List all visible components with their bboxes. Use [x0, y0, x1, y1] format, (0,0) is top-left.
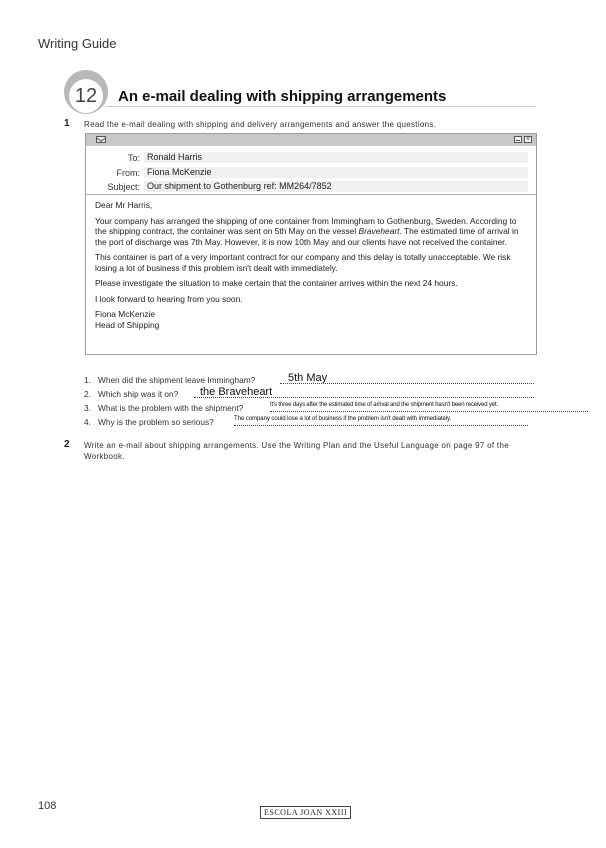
question-row [84, 372, 544, 384]
email-titlebar [86, 134, 536, 146]
to-field[interactable]: Ronald Harris [144, 152, 528, 163]
unit-number: 12 [69, 79, 103, 113]
question-text: Why is the problem so serious? [98, 417, 214, 427]
subject-label: Subject: [107, 182, 140, 192]
envelope-icon [96, 136, 106, 143]
answer-field[interactable]: The company could lose a lot of business if the problem isn't dealt with immediately. [234, 414, 528, 426]
email-body [95, 200, 525, 330]
question-text: What is the problem with the shipment? [98, 403, 244, 413]
question-number: 3. [84, 403, 91, 413]
running-head: Writing Guide [38, 36, 117, 51]
question-number: 4. [84, 417, 91, 427]
page-number: 108 [38, 800, 57, 812]
email-paragraph-1 [95, 216, 525, 248]
subject-field[interactable]: Our shipment to Gothenburg ref: MM264/7852 [144, 181, 528, 192]
question-text: When did the shipment leave Immingham? [98, 375, 256, 385]
unit-number-badge [64, 70, 108, 114]
answer-field[interactable]: the Braveheart [194, 387, 534, 398]
to-label: To: [127, 153, 140, 163]
task-1-number: 1 [64, 118, 70, 129]
para1-start: Your company has arranged the shipping of one container from Immingham to Gothenburg, Sweden. According to the shipping contract, the container was sent on 5th May on the vessel [95, 215, 517, 236]
from-label: From: [116, 168, 140, 178]
email-to-row [86, 152, 536, 164]
task-2-number: 2 [64, 439, 70, 450]
title-divider [106, 106, 536, 107]
close-icon[interactable]: × [525, 136, 531, 143]
signature-name: Fiona McKenzie [95, 309, 156, 319]
question-number: 1. [84, 375, 91, 385]
email-paragraph-3: Please investigate the situation to make certain that the container arrives within the next 24 hours. [95, 278, 458, 288]
school-stamp: ESCOLA JOAN XXIII [260, 806, 351, 819]
question-row [84, 414, 544, 426]
signature-title: Head of Shipping [95, 319, 160, 330]
email-paragraph-2: This container is part of a very important contract for our company and this delay is totally unacceptable. We risk losing a lot of business if this problem isn't dealt with immediately. [95, 252, 511, 273]
question-number: 2. [84, 389, 91, 399]
task-1-instruction: Read the e-mail dealing with shipping and delivery arrangements and answer the questions. [84, 120, 437, 129]
answer-field[interactable]: It's three days after the estimated time of arrival and the shipment hasn't been received yet. [270, 400, 588, 412]
email-from-row [86, 167, 536, 179]
question-row [84, 386, 544, 398]
question-text: Which ship was it on? [98, 389, 179, 399]
para1-end: . The estimated time of arrival in the port of discharge was 7th May. However, it is now 10th May and our clients have not received the container. [95, 226, 519, 247]
unit-title: An e-mail dealing with shipping arrangements [118, 88, 447, 105]
header-divider [86, 194, 536, 195]
answer-field[interactable]: 5th May [280, 373, 534, 384]
vessel-name: Braveheart [358, 226, 400, 236]
email-window [85, 133, 537, 355]
from-field[interactable]: Fiona McKenzie [144, 167, 528, 178]
minimize-icon[interactable] [514, 136, 522, 143]
question-row [84, 400, 544, 412]
email-greeting: Dear Mr Harris, [95, 200, 153, 210]
email-subject-row [86, 181, 536, 193]
task-2-instruction: Write an e-mail about shipping arrangements. Use the Writing Plan and the Useful Language on page 97 of the Workbook. [84, 441, 509, 461]
email-paragraph-4: I look forward to hearing from you soon. [95, 293, 243, 304]
